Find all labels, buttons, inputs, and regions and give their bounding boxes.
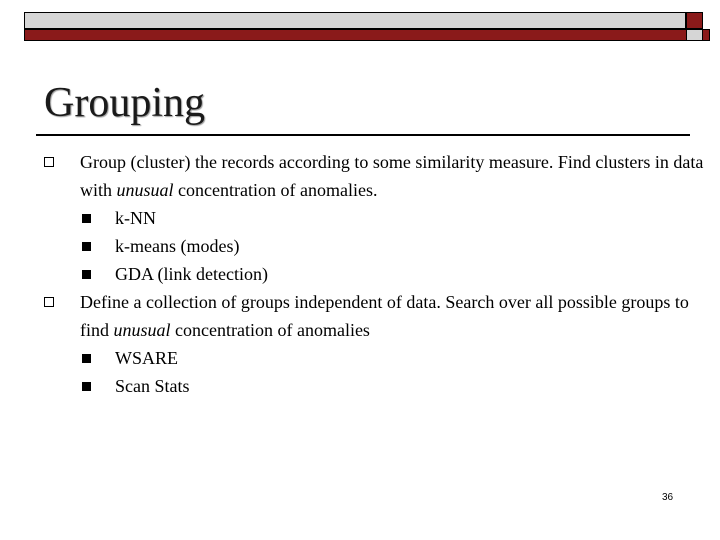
- title-divider: [36, 134, 690, 136]
- bullet-item: [44, 148, 704, 204]
- sub-bullet-text: Scan Stats: [115, 376, 190, 396]
- sub-bullet-text: k-NN: [115, 208, 156, 228]
- header-square-gray: [686, 29, 703, 41]
- bullet-item: [44, 288, 704, 344]
- sub-bullet-text: GDA (link detection): [115, 264, 268, 284]
- filled-square-icon: [82, 242, 91, 251]
- sub-bullet-text: k-means (modes): [115, 236, 240, 256]
- emphasis-text: unusual: [113, 320, 171, 340]
- page-number: 36: [662, 492, 674, 503]
- filled-square-icon: [82, 214, 91, 223]
- sub-bullet-item: [44, 372, 704, 400]
- slide-title: Grouping: [44, 80, 205, 126]
- header-bar-gray: [24, 12, 686, 29]
- bullet-text: Define a collection of groups independent of data. Search over all possible groups to find unusual concentration of anomalies: [80, 292, 689, 340]
- header-bar-red: [24, 29, 710, 41]
- sub-bullet-item: [44, 260, 704, 288]
- header-square-red: [686, 12, 703, 29]
- sub-bullet-item: [44, 344, 704, 372]
- sub-bullet-item: [44, 204, 704, 232]
- hollow-square-icon: [44, 157, 54, 167]
- filled-square-icon: [82, 270, 91, 279]
- emphasis-text: unusual: [116, 180, 174, 200]
- hollow-square-icon: [44, 297, 54, 307]
- filled-square-icon: [82, 382, 91, 391]
- sub-bullet-text: WSARE: [115, 348, 178, 368]
- slide-content: [44, 148, 704, 400]
- bullet-text: Group (cluster) the records according to some similarity measure. Find clusters in data with unusual concentration of anomalies.: [80, 152, 704, 200]
- filled-square-icon: [82, 354, 91, 363]
- sub-bullet-item: [44, 232, 704, 260]
